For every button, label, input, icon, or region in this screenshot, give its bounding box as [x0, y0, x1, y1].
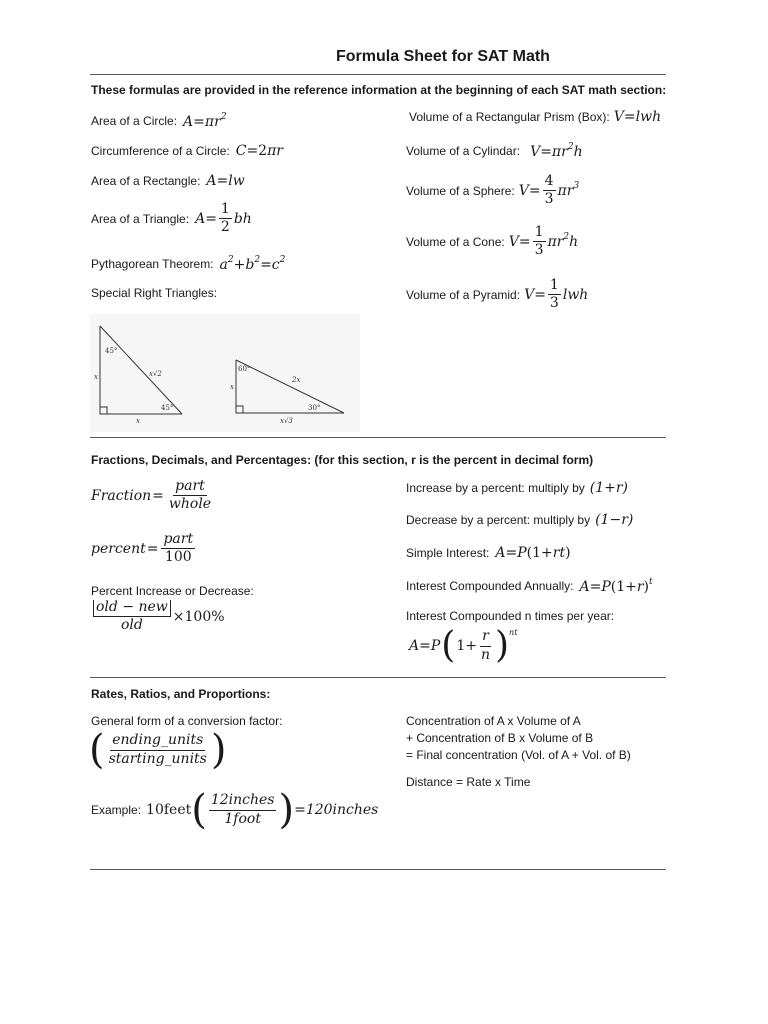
circumference-formula: C=2πr — [235, 143, 283, 159]
example-left: 10feet — [146, 802, 192, 818]
divider — [90, 677, 666, 678]
increase-expr: (1+r) — [589, 480, 629, 496]
percent-word: percent — [91, 540, 146, 557]
circle-area-formula: $A=\pi r^2$ — [183, 112, 227, 130]
triangle2-angle-top: 60° — [238, 365, 251, 373]
triangle1-bottom: x — [136, 417, 140, 425]
sphere-volume-formula: V= $\frac{4}{3}$ $\pi r^3$ — [518, 173, 580, 208]
rect-area-formula: A=lw — [206, 173, 245, 189]
ending-units: ending_units — [110, 733, 205, 750]
fraction-part: part — [173, 479, 207, 496]
decrease-expr: (1−r) — [595, 512, 634, 528]
divider — [90, 74, 666, 75]
triangle-area — [91, 202, 252, 236]
starting-units: starting_units — [108, 750, 207, 767]
example-right: =120inches — [294, 802, 379, 818]
triangle2-angle-bottom: 30° — [308, 404, 321, 412]
simple-interest-formula: A=P(1+rt) — [495, 545, 571, 561]
page-title: Formula Sheet for SAT Math — [336, 48, 550, 65]
cylinder-volume-label: Volume of a Cylindar: — [406, 144, 521, 158]
triangle-area-label: Area of a Triangle: — [91, 211, 190, 226]
conversion-formula: ( $\frac{\text{ending\_units}}{\text{starting\_units}}$ ) — [89, 727, 227, 773]
rect-area-label: Area of a Rectangle: — [91, 174, 201, 188]
distance-formula: Distance = Rate x Time — [406, 775, 531, 789]
sphere-volume — [406, 174, 579, 208]
fraction-formula: Fraction = $\frac{\text{part}}{\text{whole}}$ — [91, 478, 212, 513]
example-den: 1foot — [224, 810, 261, 827]
fraction-word: Fraction — [91, 487, 152, 504]
pyramid-volume-formula: V= $\frac{1}{3}$ lwh — [524, 277, 589, 312]
compound-annual-label: Interest Compounded Annually: — [406, 579, 574, 593]
increase-label: Increase by a percent: multiply by — [406, 481, 585, 495]
circumference-label: Circumference of a Circle: — [91, 144, 230, 158]
simple-interest — [406, 545, 571, 561]
percent-part: part — [161, 532, 195, 549]
triangle1-hyp: x√2 — [149, 370, 162, 378]
circle-area — [91, 112, 227, 130]
example-num: 12inches — [209, 793, 277, 810]
decrease-label: Decrease by a percent: multiply by — [406, 513, 591, 527]
divider — [90, 437, 666, 438]
percent-hundred: 100 — [164, 549, 192, 566]
cone-volume-label: Volume of a Cone: — [406, 234, 505, 249]
pythagorean-formula: $a^2+b^2=c^2$ — [219, 255, 286, 273]
pct-old-new: old − new — [93, 600, 171, 617]
special-triangles-label: Special Right Triangles: — [91, 286, 218, 300]
circle-area-label: Area of a Circle: — [91, 114, 178, 128]
example-label: Example: — [91, 803, 142, 817]
box-volume — [409, 109, 661, 125]
pythagorean — [91, 255, 285, 273]
compound-annual-formula: $A=P(1+r)^t$ — [579, 577, 653, 595]
triangle1-angle-top: 45° — [105, 347, 118, 355]
concentration-line-1: Concentration of A x Volume of A — [406, 714, 581, 728]
pythagorean-label: Pythagorean Theorem: — [91, 257, 214, 271]
triangle2-bottom: x√3 — [280, 417, 293, 425]
divider — [90, 869, 666, 870]
special-triangles-figure — [90, 314, 360, 432]
rates-heading: Rates, Ratios, and Proportions: — [91, 687, 271, 701]
cone-volume-formula: V= $\frac{1}{3}$ $\pi r^2h$ — [508, 224, 579, 259]
intro-text: These formulas are provided in the reference information at the beginning of each SAT math section: — [91, 83, 667, 97]
triangle2-hyp: 2x — [292, 376, 301, 384]
box-volume-label: Volume of a Rectangular Prism (Box): — [409, 110, 610, 124]
conversion-example: Example: 10feet ( $\frac{\text{12inches}}{\text{1foot}}$ ) =120inches — [91, 787, 379, 833]
box-volume-formula: V=lwh — [613, 109, 662, 125]
decrease — [406, 512, 633, 528]
fractions-heading: Fractions, Decimals, and Percentages: (for this section, r is the percent in decimal form) — [91, 453, 594, 467]
triangle-area-formula: A= $\frac{1}{2}$ bh — [195, 201, 252, 236]
compound-annual — [406, 577, 653, 595]
pyramid-volume — [406, 278, 588, 312]
triangle1-left: x — [94, 373, 98, 381]
cylinder-volume-formula: $V=\pi r^2h$ — [530, 142, 583, 160]
fraction-whole: whole — [168, 496, 212, 513]
pct-times-100: ×100% — [172, 608, 225, 625]
percent-formula: percent = $\frac{\text{part}}{100}$ — [91, 531, 194, 566]
simple-interest-label: Simple Interest: — [406, 546, 490, 560]
pct-change-formula — [91, 600, 225, 634]
conversion-label: General form of a conversion factor: — [91, 714, 283, 728]
increase — [406, 480, 628, 496]
concentration-line-2: + Concentration of B x Volume of B — [406, 731, 594, 745]
compound-n-formula: A = P ( 1+ $\frac{r}{n}$ ) nt — [409, 625, 518, 666]
rect-area — [91, 173, 245, 189]
concentration-line-3: = Final concentration (Vol. of A + Vol. of B) — [406, 748, 631, 762]
cylinder-volume — [406, 142, 583, 160]
cone-volume — [406, 225, 578, 259]
sphere-volume-label: Volume of a Sphere: — [406, 183, 515, 198]
pct-change-label: Percent Increase or Decrease: — [91, 584, 254, 598]
circumference — [91, 143, 283, 159]
triangle1-angle-bottom: 45° — [161, 404, 174, 412]
compound-n-label: Interest Compounded n times per year: — [406, 609, 615, 623]
triangle2-left: x — [230, 383, 234, 391]
pyramid-volume-label: Volume of a Pyramid: — [406, 287, 521, 302]
pct-old: old — [120, 617, 143, 634]
